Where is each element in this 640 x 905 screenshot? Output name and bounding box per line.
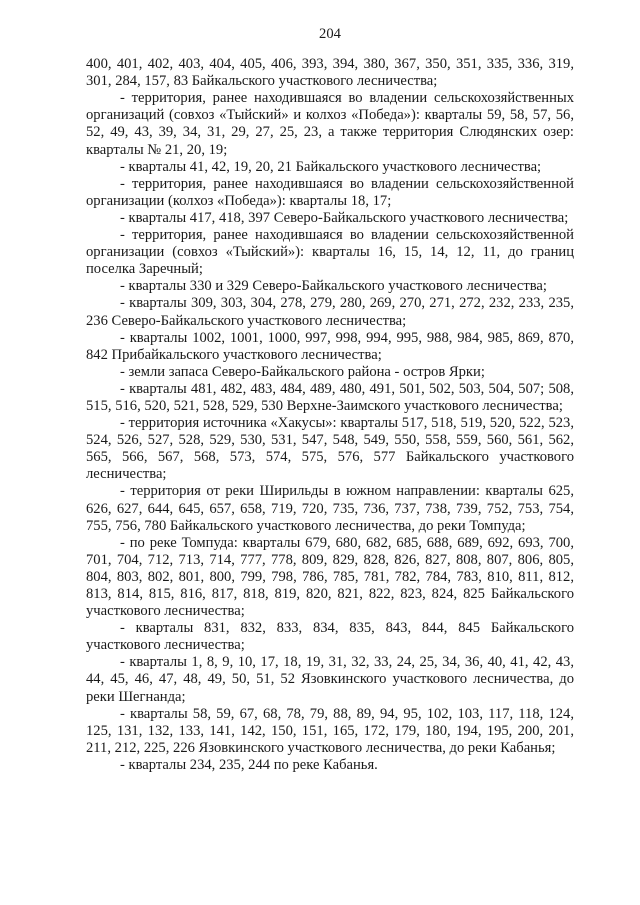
paragraph: - территория, ранее находившаяся во владении сельскохозяйственной организации (совхоз «Тыйский»): кварталы 16, 15, 14, 12, 11, до границ поселка Заречный; <box>86 227 574 278</box>
paragraph: - территория источника «Хакусы»: кварталы 517, 518, 519, 520, 522, 523, 524, 526, 527, 528, 529, 530, 531, 547, 548, 549, 550, 558, 559, 560, 561, 562, 565, 566, 567, 568, 573, 574, 575, 576, 577 Байкальского участкового лесничества; <box>86 415 574 483</box>
document-body <box>86 56 574 774</box>
paragraph: - кварталы 481, 482, 483, 484, 489, 480, 491, 501, 502, 503, 504, 507; 508, 515, 516, 520, 521, 528, 529, 530 Верхне-Заимского участкового лесничества; <box>86 380 574 414</box>
document-page <box>86 26 574 774</box>
paragraph: - кварталы 1, 8, 9, 10, 17, 18, 19, 31, 32, 33, 24, 25, 34, 36, 40, 41, 42, 43, 44, 45, 46, 47, 48, 49, 50, 51, 52 Язовкинского участкового лесничества, до реки Шегнанда; <box>86 654 574 705</box>
paragraph: - кварталы 309, 303, 304, 278, 279, 280, 269, 270, 271, 272, 232, 233, 235, 236 Северо-Байкальского участкового лесничества; <box>86 295 574 329</box>
paragraph: - кварталы 831, 832, 833, 834, 835, 843, 844, 845 Байкальского участкового лесничества; <box>86 620 574 654</box>
paragraph: - кварталы 41, 42, 19, 20, 21 Байкальского участкового лесничества; <box>120 158 542 175</box>
paragraph: - земли запаса Северо-Байкальского района - остров Ярки; <box>120 363 485 380</box>
paragraph: - по реке Томпуда: кварталы 679, 680, 682, 685, 688, 689, 692, 693, 700, 701, 704, 712, 713, 714, 777, 778, 809, 829, 828, 826, 827, 808, 807, 806, 805, 804, 803, 802, 801, 800, 799, 798, 786, 785, 781, 782, 784, 783, 810, 811, 812, 813, 814, 815, 816, 817, 818, 819, 820, 821, 822, 823, 824, 825 Байкальского участкового лесничества; <box>86 534 574 620</box>
paragraph: - территория, ранее находившаяся во владении сельскохозяйственных организаций (совхоз «Тыйский» и колхоз «Победа»): кварталы 59, 58, 57, 56, 52, 49, 43, 39, 34, 31, 29, 27, 25, 23, а также территория Слюдянских озер: кварталы № 21, 20, 19; <box>86 90 574 158</box>
paragraph: 400, 401, 402, 403, 404, 405, 406, 393, 394, 380, 367, 350, 351, 335, 336, 319, 301, 284, 157, 83 Байкальского участкового лесничества; <box>86 56 574 90</box>
paragraph: - кварталы 330 и 329 Северо-Байкальского участкового лесничества; <box>120 278 547 295</box>
paragraph: - территория, ранее находившаяся во владении сельскохозяйственной организации (колхоз «Победа»): кварталы 18, 17; <box>86 175 574 209</box>
paragraph: - территория от реки Ширильды в южном направлении: кварталы 625, 626, 627, 644, 645, 657, 658, 719, 720, 735, 736, 737, 738, 739, 752, 753, 754, 755, 756, 780 Байкальского участкового лесничества, до реки Томпуда; <box>86 483 574 534</box>
paragraph: - кварталы 417, 418, 397 Северо-Байкальского участкового лесничества; <box>120 209 569 226</box>
paragraph: - кварталы 58, 59, 67, 68, 78, 79, 88, 89, 94, 95, 102, 103, 117, 118, 124, 125, 131, 132, 133, 141, 142, 150, 151, 165, 172, 179, 180, 194, 195, 200, 201, 211, 212, 225, 226 Язовкинского участкового лесничества, до реки Кабанья; <box>86 705 574 756</box>
paragraph: - кварталы 1002, 1001, 1000, 997, 998, 994, 995, 988, 984, 985, 869, 870, 842 Прибайкальского участкового лесничества; <box>86 329 574 363</box>
paragraph: - кварталы 234, 235, 244 по реке Кабанья. <box>120 756 378 773</box>
page-number: 204 <box>319 26 341 42</box>
